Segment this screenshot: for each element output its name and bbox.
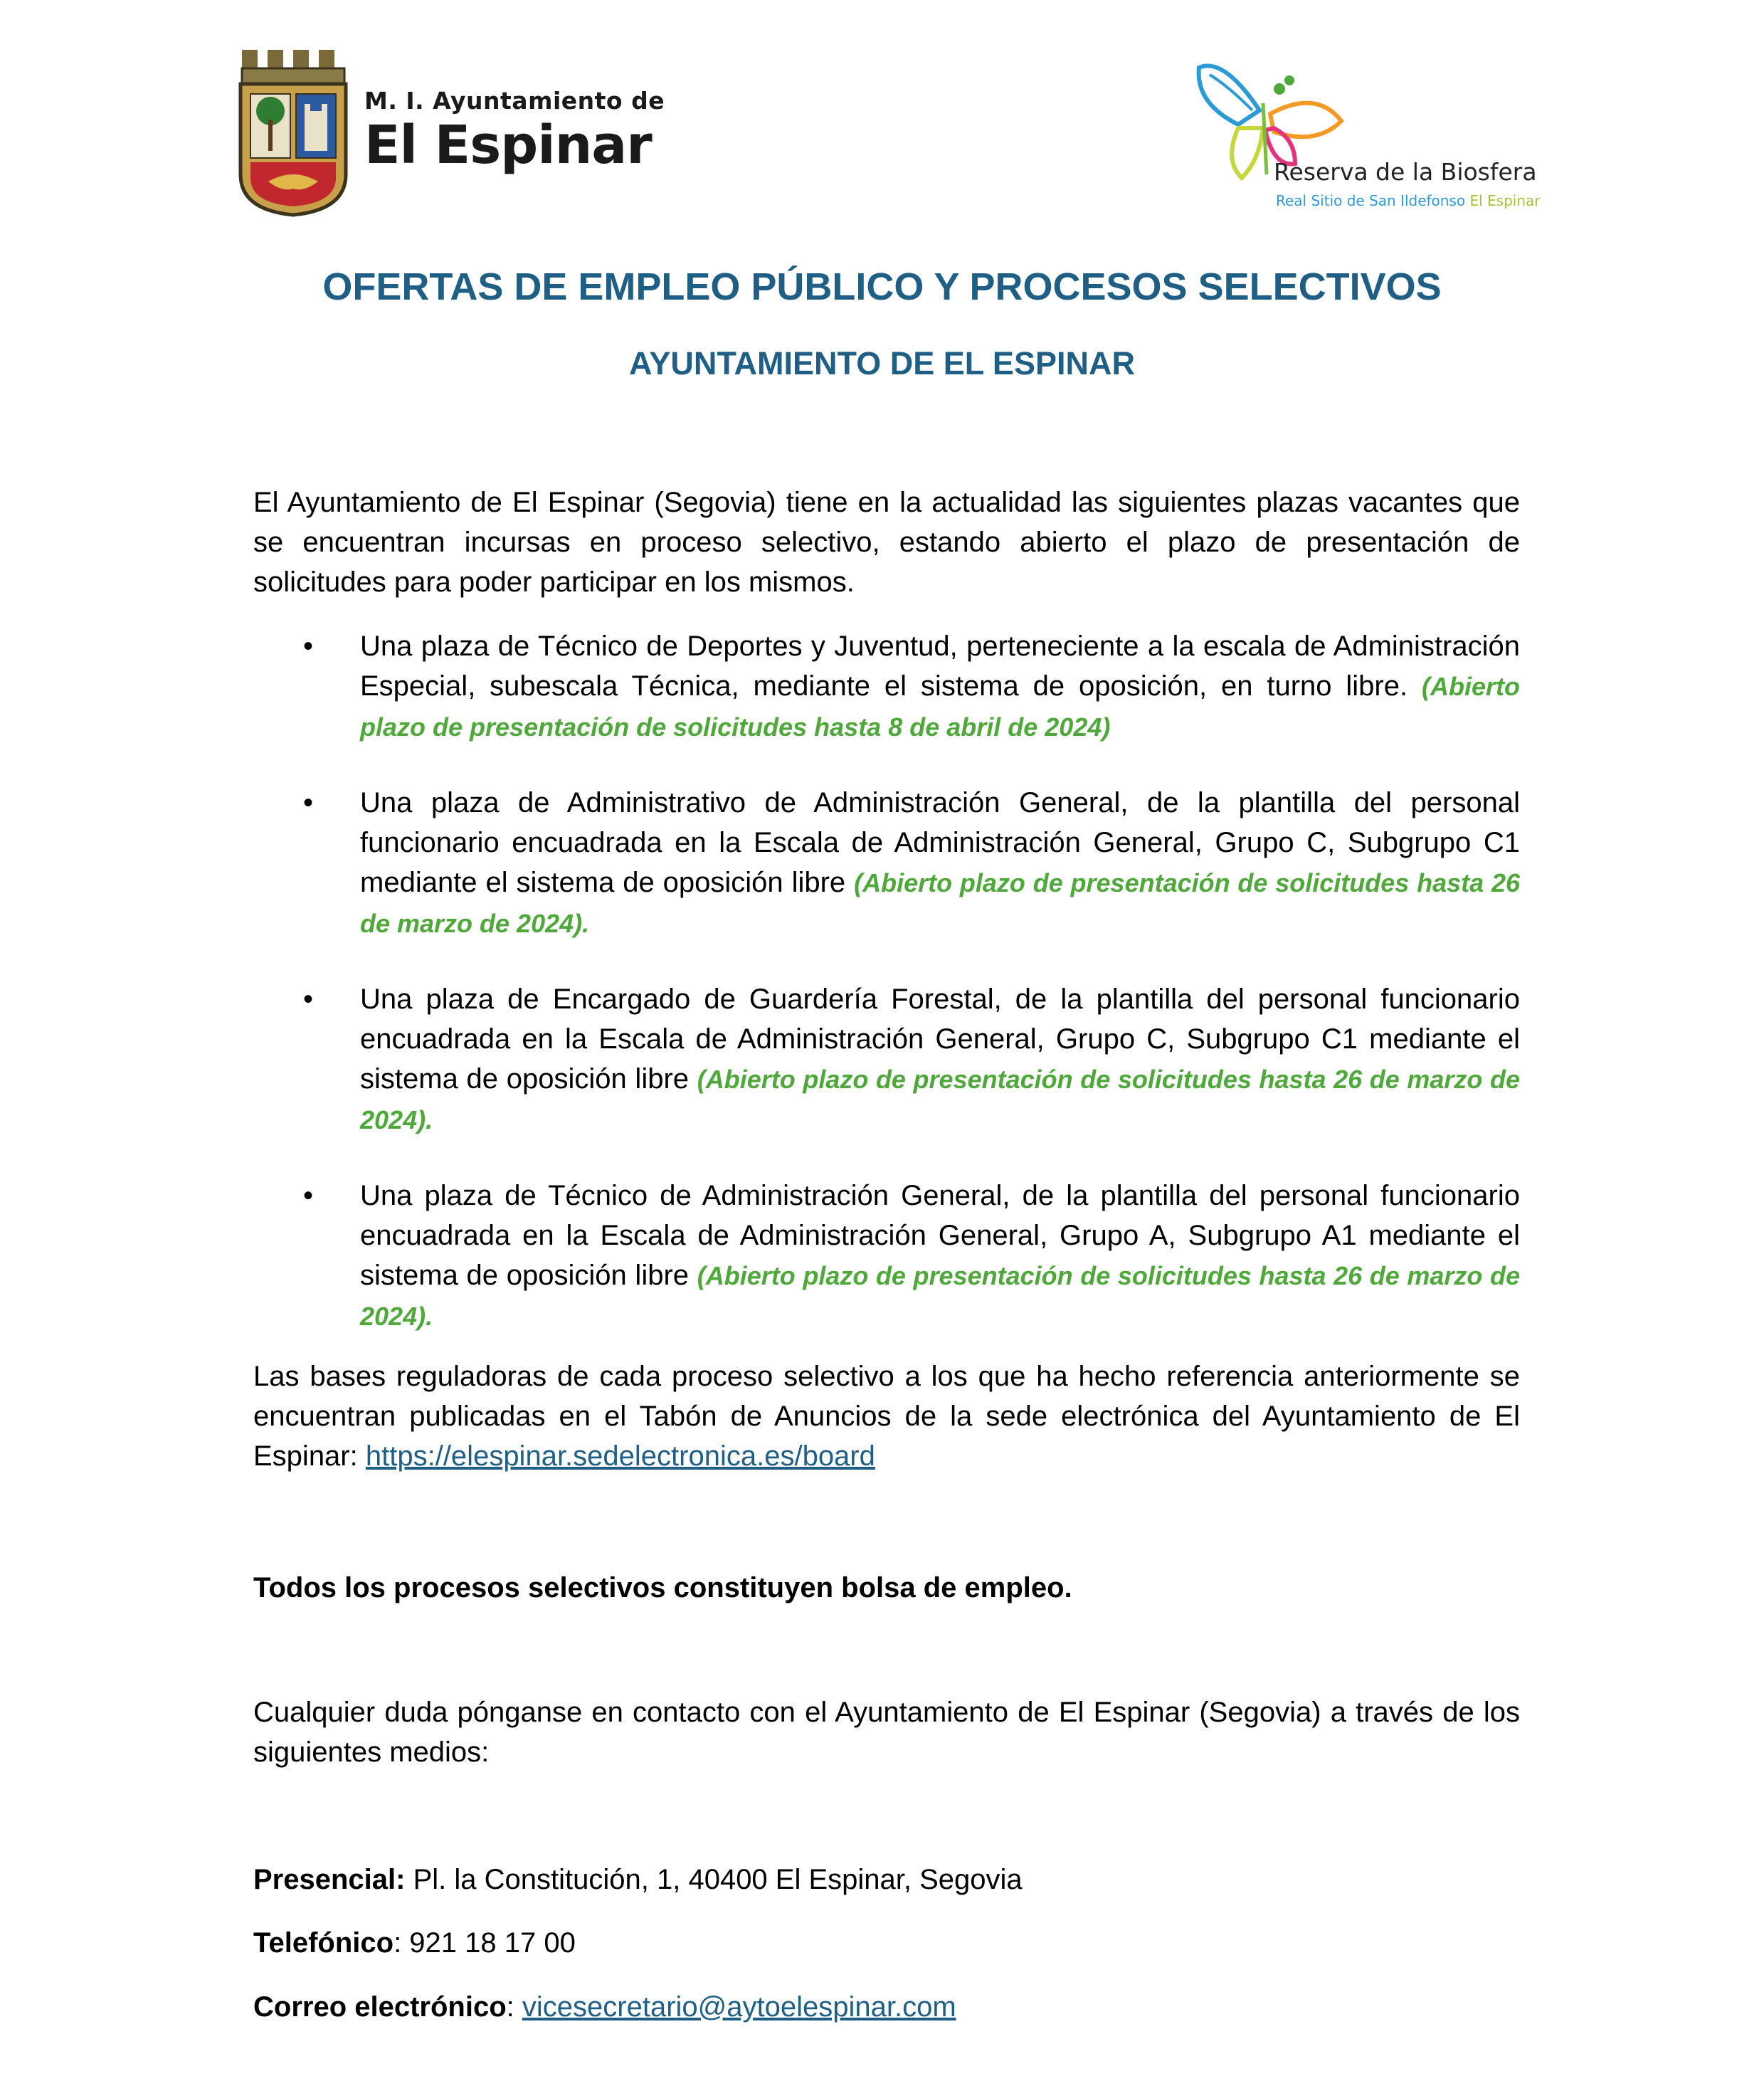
page-subtitle: AYUNTAMIENTO DE EL ESPINAR	[629, 345, 1135, 381]
board-link[interactable]: https://elespinar.sedelectronica.es/board	[365, 1440, 875, 1472]
brand-subtitle: M. I. Ayuntamiento de	[364, 87, 665, 115]
deadline-note: (Abierto plazo de presentación de solicitudes hasta 26 de marzo de 2024).	[360, 1261, 1521, 1331]
vacancy-text: Una plaza de Técnico de Administración General, de la plantilla del personal funcionario encuadrada en la Escala de Administración General, Grupo A, Subgrupo A1 mediante el sistema de oposición libre	[360, 1180, 1520, 1291]
correo-separator: :	[506, 1991, 522, 2023]
contact-intro	[253, 1692, 1520, 1772]
presencial-value: Pl. la Constitución, 1, 40400 El Espinar, Segovia	[413, 1864, 1023, 1895]
brand-block	[364, 87, 665, 176]
biosphere-subtitle	[1276, 192, 1541, 209]
deadline-note: (Abierto plazo de presentación de solicitudes hasta 26 de marzo de 2024).	[360, 868, 1520, 938]
vacancy-text: Una plaza de Administrativo de Administración General, de la plantilla del personal funcionario encuadrada en la Escala de Administración General, Grupo C, Subgrupo C1 mediante el sistema de oposición libre	[360, 787, 1520, 898]
coat-of-arms-icon	[236, 43, 350, 217]
vacancy-text: Una plaza de Encargado de Guardería Forestal, de la plantilla del personal funcionario encuadrada en la Escala de Administración General, Grupo C, Subgrupo C1 mediante el sistema de oposición libre	[360, 984, 1520, 1095]
email-link[interactable]: vicesecretario@aytoelespinar.com	[522, 1991, 956, 2023]
list-item	[360, 626, 1520, 747]
biosphere-subtitle-part-a: Real Sitio de San Ildefonso	[1276, 192, 1466, 209]
list-item	[360, 783, 1520, 944]
biosphere-subtitle-part-b: El Espinar	[1469, 192, 1541, 209]
contact-telefono	[253, 1923, 576, 1963]
telefono-label: Telefónico	[253, 1927, 394, 1959]
page-title: OFERTAS DE EMPLEO PÚBLICO Y PROCESOS SELECTIVOS	[322, 265, 1442, 308]
brand-title: El Espinar	[364, 115, 652, 176]
telefono-value: : 921 18 17 00	[394, 1927, 576, 1959]
letterhead	[0, 0, 1764, 228]
intro-text: El Ayuntamiento de El Espinar (Segovia) tiene en la actualidad las siguientes plazas vacantes que se encuentran incursas en proceso selectivo, estando abierto el plazo de presentación de solicitudes para poder participar en los mismos.	[253, 487, 1520, 598]
deadline-note: (Abierto plazo de presentación de solicitudes hasta 8 de abril de 2024)	[360, 672, 1520, 742]
bases-text: Las bases reguladoras de cada proceso selectivo a los que ha hecho referencia anteriormente se encuentran publicadas en el Tabón de Anuncios de la sede electrónica del Ayuntamiento de El Espinar:	[253, 1361, 1520, 1472]
contact-correo	[253, 1987, 956, 2027]
deadline-note: (Abierto plazo de presentación de solicitudes hasta 26 de marzo de 2024).	[360, 1065, 1521, 1134]
biosphere-title: Reserva de la Biosfera	[1274, 158, 1537, 186]
contact-presencial	[253, 1860, 1023, 1900]
presencial-label: Presencial:	[253, 1864, 406, 1895]
bolsa-statement: Todos los procesos selectivos constituyen bolsa de empleo.	[253, 1572, 1072, 1603]
vacancy-list	[360, 626, 1520, 1337]
list-item	[360, 1176, 1520, 1337]
bases-paragraph	[253, 1356, 1520, 1476]
intro-paragraph	[253, 483, 1520, 602]
vacancy-text: Una plaza de Técnico de Deportes y Juventud, perteneciente a la escala de Administración Especial, subescala Técnica, mediante el sistema de oposición, en turno libre.	[360, 631, 1520, 702]
contact-intro-text: Cualquier duda pónganse en contacto con el Ayuntamiento de El Espinar (Segovia) a través de los siguientes medios:	[253, 1697, 1520, 1768]
correo-label: Correo electrónico	[253, 1991, 507, 2023]
list-item	[360, 979, 1520, 1140]
